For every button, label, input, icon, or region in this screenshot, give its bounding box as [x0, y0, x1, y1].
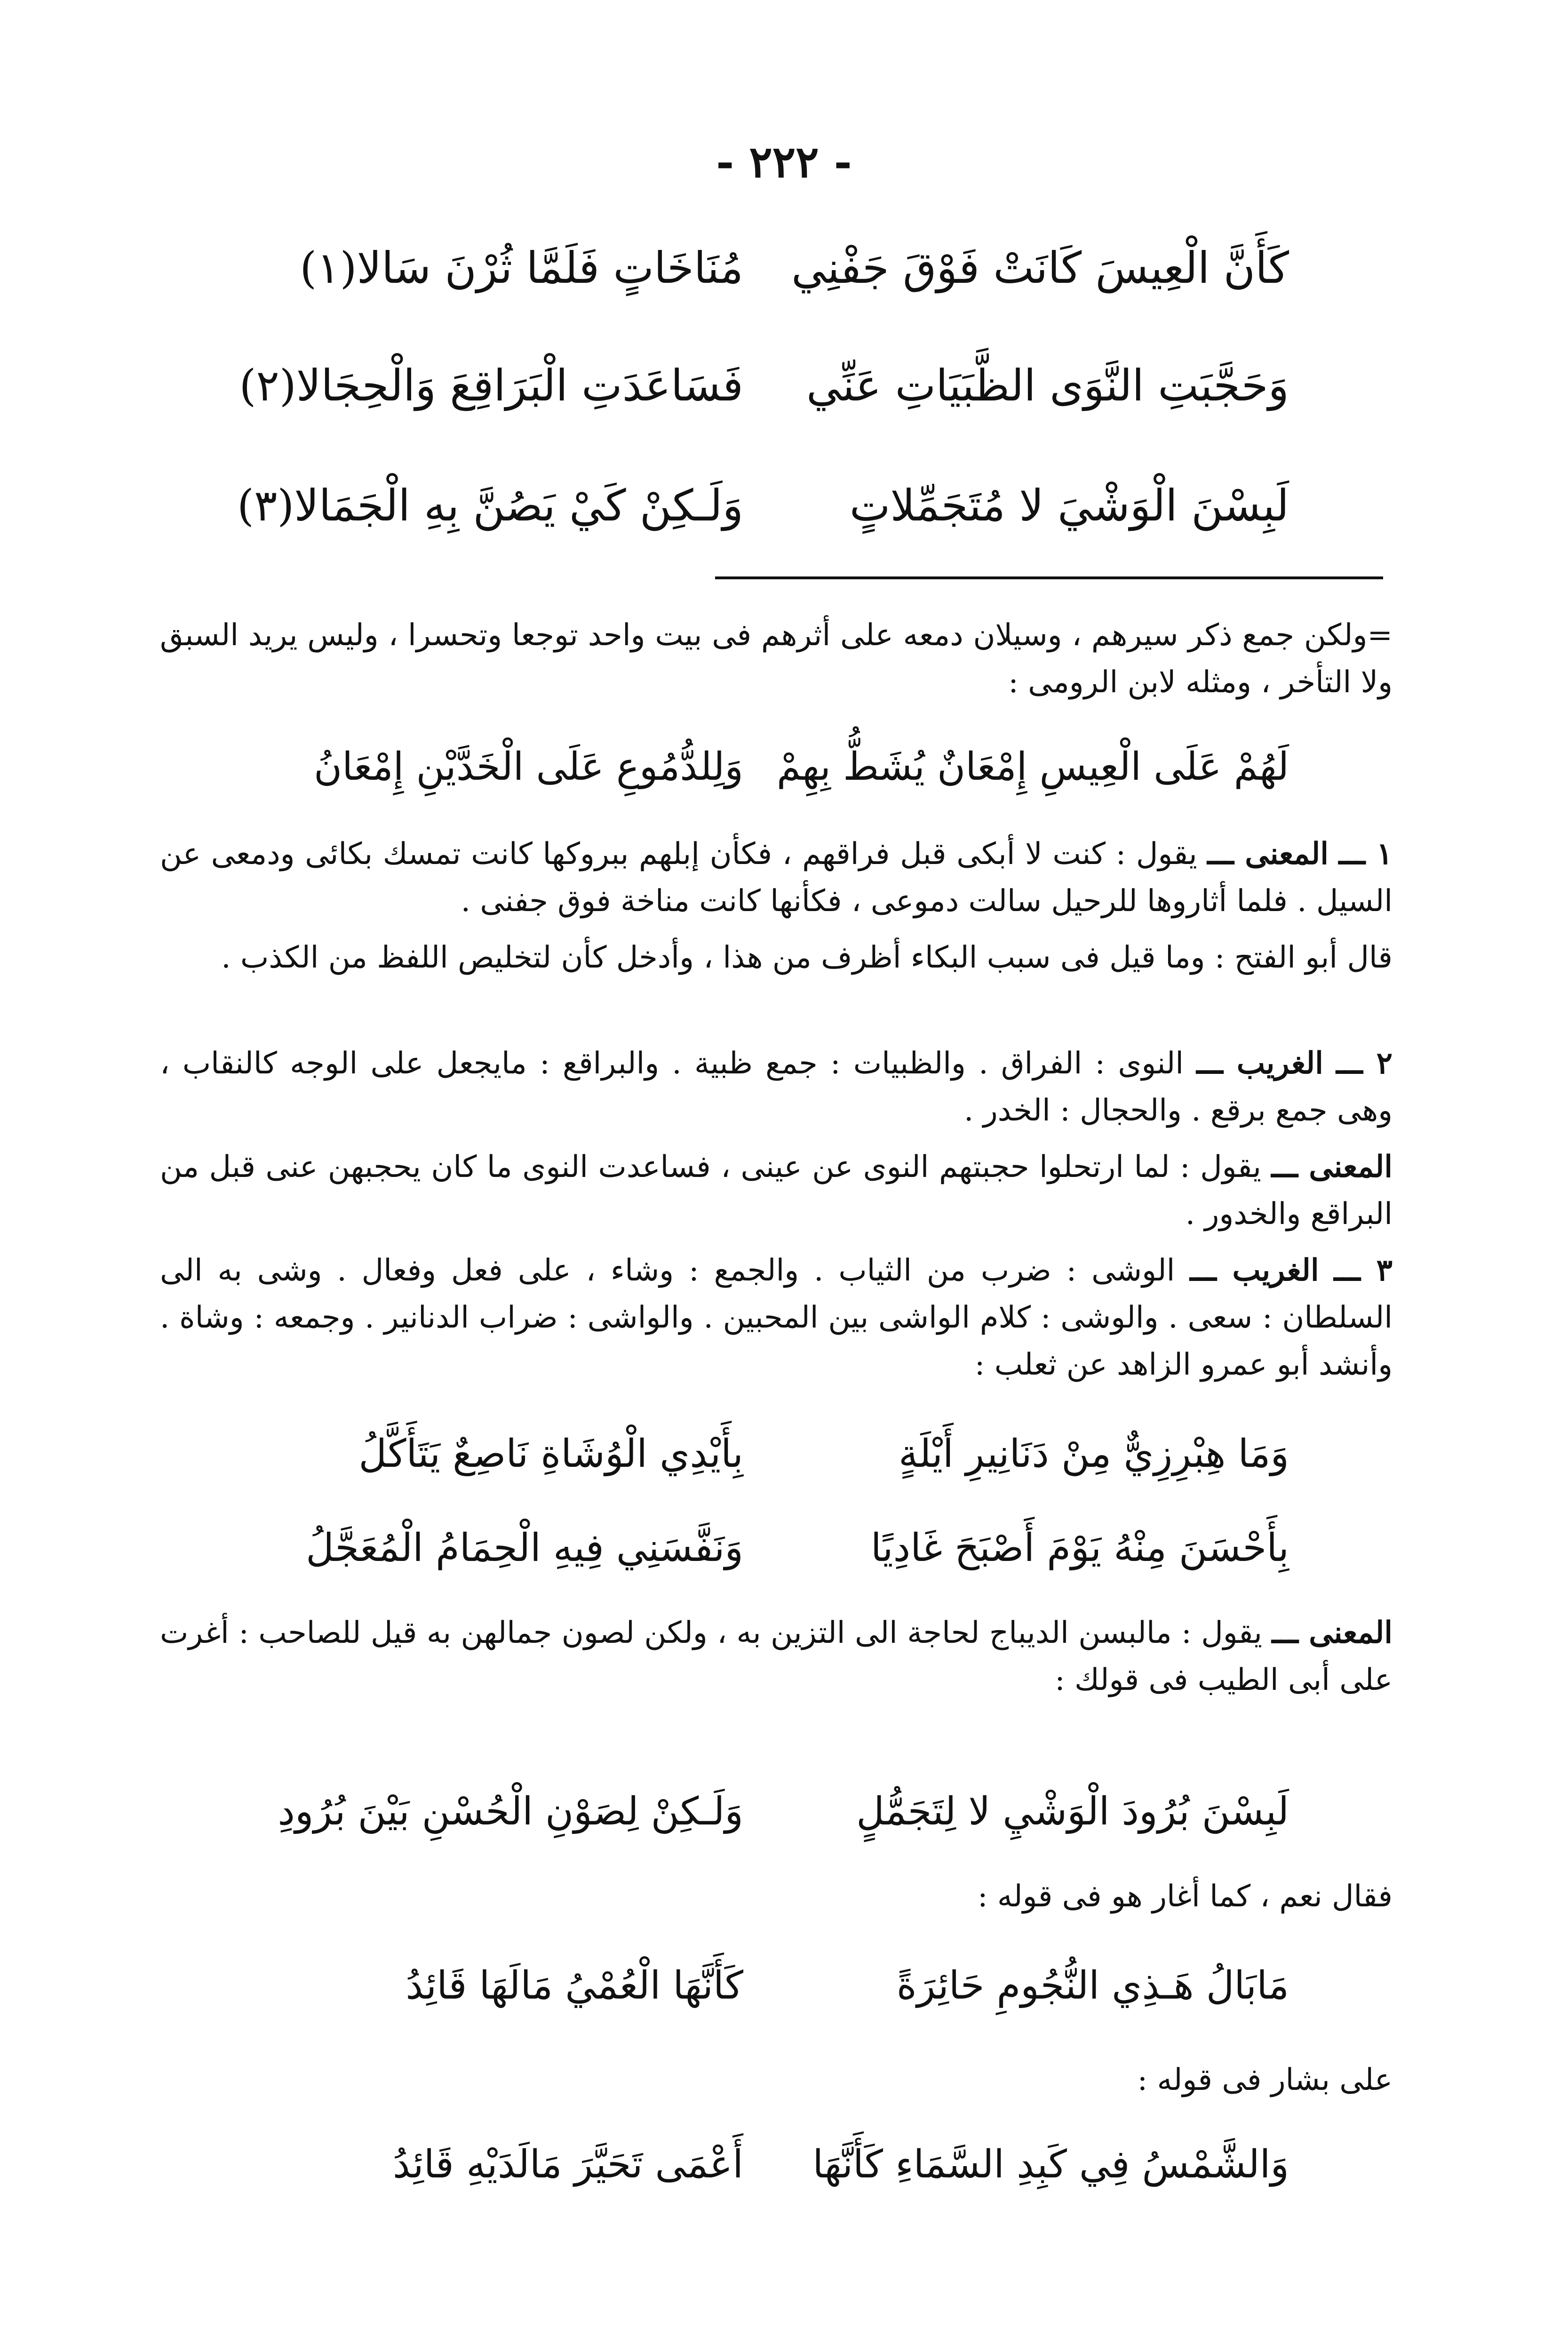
hemistich-right: كَأَنَّ الْعِيسَ كَانَتْ فَوْقَ جَفْنِي [791, 243, 1289, 293]
note-1 [160, 831, 1393, 925]
hemistich-right: بِأَحْسَنَ مِنْهُ يَوْمَ أَصْبَحَ غَادِيًا [870, 1526, 1289, 1570]
hemistich-right: لَبِسْنَ بُرُودَ الْوَشْيِ لا لِتَجَمُّلٍ [856, 1789, 1289, 1834]
hemistich-left: وَلَـكِنْ كَيْ يَصُنَّ بِهِ الْجَمَالا(٣) [237, 480, 743, 531]
note-text: يقول : مالبسن الديباج لحاجة الى التزين به ، ولكن لصون جمالهن به قيل للصاحب : أغرت على أبى الطيب فى قولك : [160, 1616, 1393, 1697]
note-label: الغريب ـــ [1190, 1253, 1319, 1288]
note-2-meaning [160, 1144, 1393, 1238]
poem-verse-2 [179, 344, 1289, 428]
hemistich-left: وَلِلدُّمُوعِ عَلَى الْخَدَّيْنِ إِمْعَانُ [313, 744, 743, 789]
hemistich-right: وَالشَّمْسُ فِي كَبِدِ السَّمَاءِ كَأَنَّهَا [812, 2142, 1289, 2187]
note-3 [160, 1247, 1393, 1388]
verse-mutanabbi [179, 1944, 1289, 2028]
note-label: الغريب ـــ [1196, 1046, 1323, 1081]
verse-bashar [179, 2122, 1289, 2207]
verse-thalab-1 [179, 1412, 1289, 1496]
hemistich-right: وَمَا هِبْرِزِيٌّ مِنْ دَنَانِيرِ أَيْلَةٍ [899, 1432, 1289, 1476]
note-text: النوى : الفراق . والظبيات : جمع ظبية . والبراقع : مايجعل على الوجه كالنقاب ، وهى جمع برقع . والحجال : الخدر . [160, 1046, 1393, 1128]
page-number: - ٢٢٢ - [716, 136, 852, 187]
verse-sahib [179, 1769, 1289, 1854]
hemistich-left: مُنَاخَاتٍ فَلَمَّا ثُرْنَ سَالا(١) [300, 243, 743, 293]
verse-ibn-rumi [179, 725, 1289, 809]
abu-fath-comment: قال أبو الفتح : وما قيل فى سبب البكاء أظرف من هذا ، وأدخل كأن لتخليص اللفظ من الكذب . [221, 940, 1393, 975]
note-2 [160, 1040, 1393, 1134]
note-text: يقول : لما ارتحلوا حجبتهم النوى عن عينى ، فساعدت النوى ما كان يحجبهن عنى قبل من البراقع والخدور . [160, 1150, 1393, 1232]
note-label: المعنى ـــ [1271, 1149, 1393, 1184]
note-text: الوشى : ضرب من الثياب . والجمع : وشاء ، على فعل وفعال . وشى به الى السلطان : سعى . والوشى : كلام الواشى بين المحبين . والواشى : ضراب الدنانير . وجمعه : وشاة . وأنشد أبو عمرو الزاهد عن ثعلب : [160, 1253, 1393, 1382]
hemistich-left: بِأَيْدِي الْوُشَاةِ نَاصِعٌ يَتَأَكَّلُ [358, 1432, 743, 1476]
poem-verse-1 [179, 226, 1289, 311]
hemistich-left: أَعْمَى تَحَيَّرَ مَالَدَيْهِ قَائِدُ [392, 2142, 743, 2187]
hemistich-right: وَحَجَّبَتِ النَّوَى الظَّبَيَاتِ عَنِّي [806, 360, 1289, 411]
ala-bashar-line: على بشار فى قوله : [1137, 2063, 1393, 2097]
hemistich-left: كَأَنَّهَا الْعُمْيُ مَالَهَا قَائِدُ [406, 1963, 743, 2008]
footnote-separator [715, 576, 1383, 579]
verse-thalab-2 [179, 1506, 1289, 1591]
poem-verse-3 [179, 464, 1289, 548]
note-text: يقول : كنت لا أبكى قبل فراقهم ، فكأن إبلهم ببروكها كانت تمسك بكائى ودمعى عن السيل . فلما أثاروها للرحيل سالت دموعى ، فكأنها كانت مناخة فوق جفنى . [160, 837, 1393, 919]
hemistich-right: مَابَالُ هَـذِي النُّجُومِ حَائِرَةً [896, 1963, 1289, 2008]
note-number: ١ ـــ [1338, 836, 1393, 872]
note-number: ٢ ـــ [1336, 1046, 1393, 1081]
hemistich-right: لَبِسْنَ الْوَشْيَ لا مُتَجَمِّلاتٍ [849, 480, 1289, 531]
faqal-line: فقال نعم ، كما أغار هو فى قوله : [977, 1879, 1393, 1914]
hemistich-left: فَسَاعَدَتِ الْبَرَاقِعَ وَالْحِجَالا(٢) [239, 360, 743, 411]
hemistich-right: لَهُمْ عَلَى الْعِيسِ إِمْعَانٌ يُشَطُّ بِهِمْ [776, 744, 1289, 789]
note-3-meaning [160, 1609, 1393, 1704]
hemistich-left: وَلَـكِنْ لِصَوْنِ الْحُسْنِ بَيْنَ بُرُودِ [278, 1789, 743, 1834]
commentary-intro: =ولكن جمع ذكر سيرهم ، وسيلان دمعه على أثرهم فى بيت واحد توجعا وتحسرا ، وليس يريد السبق ولا التأخر ، ومثله لابن الرومى : [160, 618, 1393, 700]
note-label: المعنى ـــ [1207, 836, 1329, 872]
note-number: ٣ ـــ [1334, 1253, 1393, 1288]
hemistich-left: وَنَفَّسَنِي فِيهِ الْحِمَامُ الْمُعَجَّلُ [306, 1526, 743, 1570]
note-label: المعنى ـــ [1272, 1615, 1393, 1650]
